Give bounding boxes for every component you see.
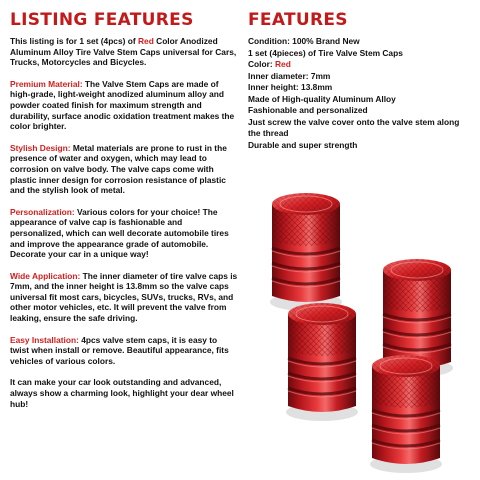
personalization-title: Personalization: — [10, 206, 75, 217]
personalization-text: Various colors for your choice! The appearance of valve cap is fashionable and personalized, which can well decorate automobile tires and improve the appearance grade of automobile. Decorate your car in a unique way! — [10, 206, 229, 260]
listing-features-heading: LISTING FEATURES — [10, 10, 194, 30]
valve-cap — [370, 355, 442, 473]
valve-cap — [286, 303, 358, 421]
premium-material-title: Premium Material: — [10, 78, 83, 89]
closing-paragraph: It can make your car look outstanding and advanced, always show a charming look, highlight your dear wheel hub! — [10, 377, 234, 409]
easy-installation-title: Easy Installation: — [10, 334, 79, 345]
premium-material-paragraph — [10, 79, 238, 132]
easy-installation-text: 4pcs valve stem caps, it is easy to twist when install or remove. Beautiful appearance, fits vehicles of various colors. — [10, 334, 229, 366]
feature-line: Inner height: 13.8mm — [248, 82, 333, 92]
intro-text-b: Color Anodized Aluminum Alloy Tire Valve Stem Caps universal for Cars, Trucks, Motorcycles and Bicycles. — [10, 36, 237, 68]
feature-line: Fashionable and personalized — [248, 105, 368, 115]
feature-line: Inner diameter: 7mm — [248, 70, 331, 81]
stylish-design-title: Stylish Design: — [10, 142, 71, 153]
personalization-paragraph — [10, 207, 238, 260]
feature-line: Made of High-quality Aluminum Alloy — [248, 93, 396, 104]
valve-caps-image — [240, 176, 480, 480]
valve-cap — [270, 193, 342, 311]
feature-line: 1 set (4pieces) of Tire Valve Stem Caps — [248, 47, 403, 58]
intro-text-a: This listing is for 1 set (4pcs) of — [10, 36, 138, 46]
color-label: Color: — [248, 59, 275, 69]
feature-color-line — [248, 59, 474, 71]
premium-material-text: The Valve Stem Caps are made of high-grade, light-weight anodized aluminum alloy and powder coated finish for maximum strength and durability, surface anodic oxidation treatment makes the color brighter. — [10, 78, 235, 132]
wide-application-paragraph — [10, 271, 238, 324]
wide-application-title: Wide Application: — [10, 270, 81, 281]
features-heading: FEATURES — [248, 10, 348, 30]
features-column — [248, 10, 474, 151]
wide-application-text: The inner diameter of tire valve caps is 7mm, and the inner height is 13.8mm so the valve caps universal fit most cars, bicycles, SUVs, trucks, RVs, and other motor vehicles, etc. It will prevent the valve from leaking, ensure the safe driving. — [10, 270, 238, 324]
feature-line: Condition: 100% Brand New — [248, 36, 360, 46]
feature-line: Just screw the valve cover onto the valve stem along the thread — [248, 116, 460, 138]
feature-line: Durable and super strength — [248, 139, 358, 150]
intro-color: Red — [137, 36, 154, 46]
easy-installation-paragraph — [10, 335, 238, 367]
stylish-design-paragraph — [10, 143, 238, 196]
intro-paragraph — [10, 36, 238, 68]
color-value: Red — [274, 59, 291, 69]
listing-features-column — [10, 10, 238, 420]
stylish-design-text: Metal materials are prone to rust in the presence of water and oxygen, which may lead to corrosion on valve body. The valve caps come with plastic inner design for corrosion resistance of plastic and the stylish look of metal. — [10, 142, 227, 196]
